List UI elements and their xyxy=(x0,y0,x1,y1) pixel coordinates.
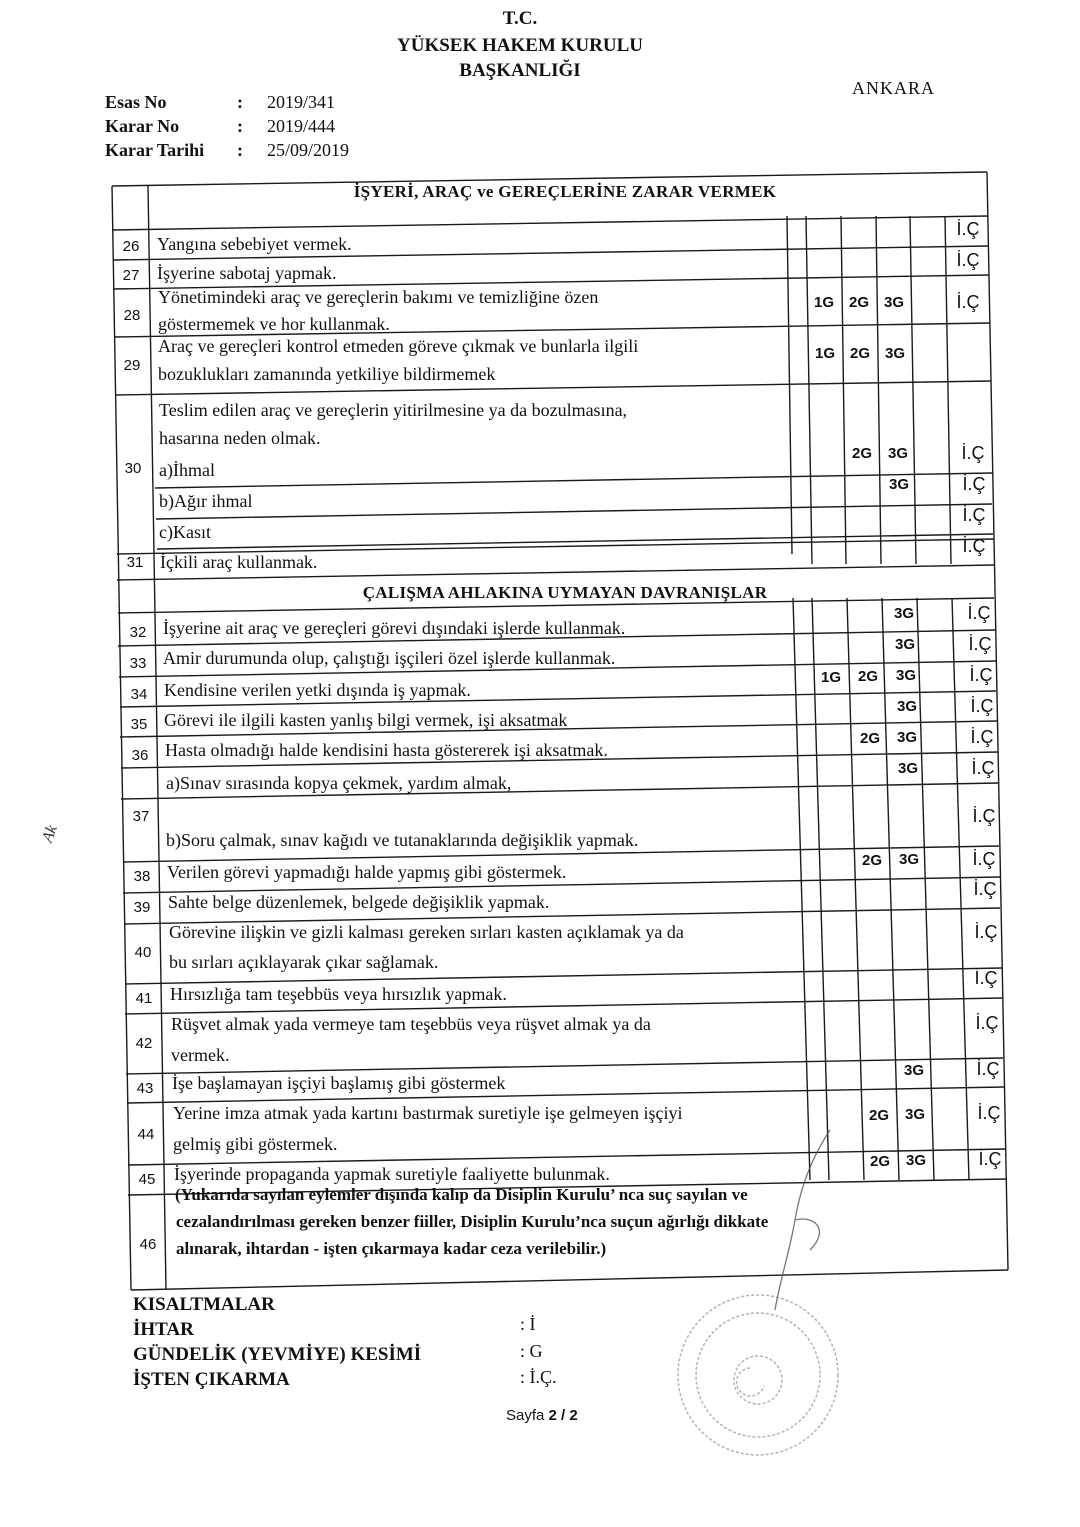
row-text: İşyerinde propaganda yapmak suretiyle faaliyette bulunmak. xyxy=(174,1164,610,1184)
karar-label: Karar No xyxy=(105,116,180,136)
abbr-gundelik: GÜNDELİK (YEVMİYE) KESİMİ xyxy=(133,1344,422,1365)
penalty-ic: İ.Ç xyxy=(962,474,986,494)
row-number: 28 xyxy=(123,307,141,324)
tarih-label: Karar Tarihi xyxy=(105,140,205,160)
grade-3g: 3G xyxy=(898,851,919,868)
grade-2g: 2G xyxy=(859,730,880,747)
penalty-ic: İ.Ç xyxy=(977,1103,1001,1123)
grade-3g: 3G xyxy=(895,667,916,684)
grade-2g: 2G xyxy=(851,445,872,462)
page-sep: / xyxy=(561,1407,566,1424)
grade-3g: 3G xyxy=(896,729,917,746)
grade-3g: 3G xyxy=(897,760,918,777)
row-text: bozuklukları zamanında yetkiliye bildirmemek xyxy=(158,364,496,384)
grade-3g: 3G xyxy=(887,445,908,462)
penalty-ic: İ.Ç xyxy=(961,443,985,463)
page-total: 2 xyxy=(569,1407,578,1424)
header-tc: T.C. xyxy=(502,8,538,29)
row-number: 26 xyxy=(122,238,140,255)
grade-1g: 1G xyxy=(820,669,841,686)
grade-1g: 1G xyxy=(814,345,835,362)
note-line: alınarak, ihtardan - işten çıkarmaya kadar ceza verilebilir.) xyxy=(176,1239,607,1258)
penalty-ic: İ.Ç xyxy=(956,292,980,312)
grade-3g: 3G xyxy=(893,605,914,622)
penalty-ic: İ.Ç xyxy=(956,219,980,239)
grade-2g: 2G xyxy=(869,1153,890,1170)
penalty-ic: İ.Ç xyxy=(967,603,991,623)
note-line: (Yukarıda sayılan eylemler dışında kalıp da Disiplin Kurulu’ nca suç sayılan ve xyxy=(175,1185,748,1204)
signature xyxy=(740,1120,860,1320)
row-number: 29 xyxy=(123,357,141,374)
abbr-ihtar-code: : İ xyxy=(520,1314,536,1334)
row-number: 33 xyxy=(129,655,147,672)
tarih-value: 25/09/2019 xyxy=(267,140,350,160)
row-number: 35 xyxy=(130,716,148,733)
row-text: İşyerine sabotaj yapmak. xyxy=(157,263,337,283)
row-text: Amir durumunda olup, çalıştığı işçileri özel işlerde kullanmak. xyxy=(163,648,616,668)
grade-3g: 3G xyxy=(896,698,917,715)
penalty-ic: İ.Ç xyxy=(974,968,998,988)
row-number: 30 xyxy=(124,460,142,477)
abbr-isten-code: : İ.Ç. xyxy=(520,1367,557,1387)
header-city: ANKARA xyxy=(852,78,936,98)
row-text: Hasta olmadığı halde kendisini hasta göstererek işi aksatmak. xyxy=(165,740,608,760)
row-text: Teslim edilen araç ve gereçlerin yitirilmesine ya da bozulmasına, xyxy=(159,400,628,420)
margin-initials: Ak xyxy=(39,822,61,845)
row-text: Yönetimindeki araç ve gereçlerin bakımı ve temizliğine özen xyxy=(158,287,599,307)
row-number: 44 xyxy=(137,1126,155,1143)
row-text: Yangına sebebiyet vermek. xyxy=(157,234,352,254)
row-number: 43 xyxy=(136,1080,154,1097)
row-text: vermek. xyxy=(171,1045,230,1065)
penalty-ic: İ.Ç xyxy=(976,1059,1000,1079)
sub-item-a: a)Sınav sırasında kopya çekmek, yardım almak, xyxy=(166,773,512,793)
row-number: 39 xyxy=(133,899,151,916)
row-text: hasarına neden olmak. xyxy=(159,428,321,448)
row-text: Yerine imza atmak yada kartını bastırmak suretiyle işe gelmeyen işçiyi xyxy=(173,1103,683,1123)
abbr-isten: İŞTEN ÇIKARMA xyxy=(133,1369,290,1390)
esas-value: 2019/341 xyxy=(267,92,336,112)
row-number: 36 xyxy=(131,747,149,764)
note-line: cezalandırılması gereken benzer fiiller, Disiplin Kurulu’nca suçun ağırlığı dikkate xyxy=(176,1212,769,1231)
row-text: Verilen görevi yapmadığı halde yapmış gibi göstermek. xyxy=(167,862,567,882)
grade-2g: 2G xyxy=(849,345,870,362)
row-text: bu sırları açıklayarak çıkar sağlamak. xyxy=(169,952,439,972)
abbr-ihtar: İHTAR xyxy=(133,1319,194,1340)
penalty-ic: İ.Ç xyxy=(971,758,995,778)
sub-item-a: a)İhmal xyxy=(159,460,215,480)
penalty-ic: İ.Ç xyxy=(956,250,980,270)
penalty-ic: İ.Ç xyxy=(968,634,992,654)
page-current: 2 xyxy=(548,1407,557,1424)
colon: : xyxy=(237,140,243,160)
grade-3g: 3G xyxy=(903,1062,924,1079)
karar-value: 2019/444 xyxy=(267,116,336,136)
row-text: Görevine ilişkin ve gizli kalması gereken sırları kasten açıklamak ya da xyxy=(169,922,684,942)
row-text: Görevi ile ilgili kasten yanlış bilgi vermek, işi aksatmak xyxy=(164,710,568,730)
grade-2g: 2G xyxy=(857,668,878,685)
row-text: Kendisine verilen yetki dışında iş yapmak. xyxy=(164,680,471,700)
penalty-ic: İ.Ç xyxy=(973,879,997,899)
grade-3g: 3G xyxy=(888,476,909,493)
row-number: 37 xyxy=(132,808,150,825)
row-number: 34 xyxy=(130,686,148,703)
penalty-ic: İ.Ç xyxy=(975,1013,999,1033)
row-text: Araç ve gereçleri kontrol etmeden göreve çıkmak ve bunlarla ilgili xyxy=(158,336,639,356)
grade-3g: 3G xyxy=(905,1152,926,1169)
row-number: 31 xyxy=(126,554,144,571)
section-title-2: ÇALIŞMA AHLAKINA UYMAYAN DAVRANIŞLAR xyxy=(362,583,768,602)
row-text: Hırsızlığa tam teşebbüs veya hırsızlık yapmak. xyxy=(170,984,507,1004)
row-number: 45 xyxy=(138,1171,156,1188)
penalty-ic: İ.Ç xyxy=(969,665,993,685)
grade-3g: 3G xyxy=(883,294,904,311)
grade-3g: 3G xyxy=(894,636,915,653)
penalty-ic: İ.Ç xyxy=(974,922,998,942)
abbreviations-title: KISALTMALAR xyxy=(133,1294,275,1315)
abbr-gundelik-code: : G xyxy=(520,1341,543,1361)
page-number xyxy=(506,1407,578,1424)
header-institution: YÜKSEK HAKEM KURULU xyxy=(397,35,643,56)
row-text: Sahte belge düzenlemek, belgede değişiklik yapmak. xyxy=(168,892,550,912)
row-number: 27 xyxy=(122,267,140,284)
grade-2g: 2G xyxy=(861,852,882,869)
page-label: Sayfa xyxy=(506,1407,545,1424)
row-text: İşyerine ait araç ve gereçleri görevi dışındaki işlerde kullanmak. xyxy=(163,618,626,638)
grade-2g: 2G xyxy=(868,1107,889,1124)
penalty-ic: İ.Ç xyxy=(978,1149,1002,1169)
row-number: 32 xyxy=(129,624,147,641)
sub-item-c: c)Kasıt xyxy=(159,522,211,542)
penalty-ic: İ.Ç xyxy=(962,536,986,556)
esas-label: Esas No xyxy=(105,92,167,112)
penalty-ic: İ.Ç xyxy=(970,696,994,716)
row-text: İçkili araç kullanmak. xyxy=(160,552,318,572)
row-number: 46 xyxy=(139,1236,157,1253)
sub-item-b: b)Soru çalmak, sınav kağıdı ve tutanaklarında değişiklik yapmak. xyxy=(166,830,639,850)
grade-1g: 1G xyxy=(813,294,834,311)
row-text: göstermemek ve hor kullanmak. xyxy=(158,314,390,334)
penalty-ic: İ.Ç xyxy=(962,505,986,525)
grade-3g: 3G xyxy=(884,345,905,362)
row-text: Rüşvet almak yada vermeye tam teşebbüs veya rüşvet almak ya da xyxy=(171,1014,651,1034)
row-text: gelmiş gibi göstermek. xyxy=(173,1134,338,1154)
header-presidency: BAŞKANLIĞI xyxy=(459,60,581,81)
sub-item-b: b)Ağır ihmal xyxy=(159,491,253,511)
row-text: İşe başlamayan işçiyi başlamış gibi göstermek xyxy=(172,1073,506,1093)
row-number: 40 xyxy=(134,944,152,961)
section-title-1: İŞYERİ, ARAÇ ve GEREÇLERİNE ZARAR VERMEK xyxy=(353,182,777,201)
grade-3g: 3G xyxy=(904,1106,925,1123)
grade-2g: 2G xyxy=(848,294,869,311)
penalty-ic: İ.Ç xyxy=(972,849,996,869)
colon: : xyxy=(237,92,243,112)
colon: : xyxy=(237,116,243,136)
penalty-ic: İ.Ç xyxy=(972,806,996,826)
row-number: 38 xyxy=(133,868,151,885)
penalty-ic: İ.Ç xyxy=(970,727,994,747)
row-number: 41 xyxy=(135,990,153,1007)
row-number: 42 xyxy=(135,1035,153,1052)
